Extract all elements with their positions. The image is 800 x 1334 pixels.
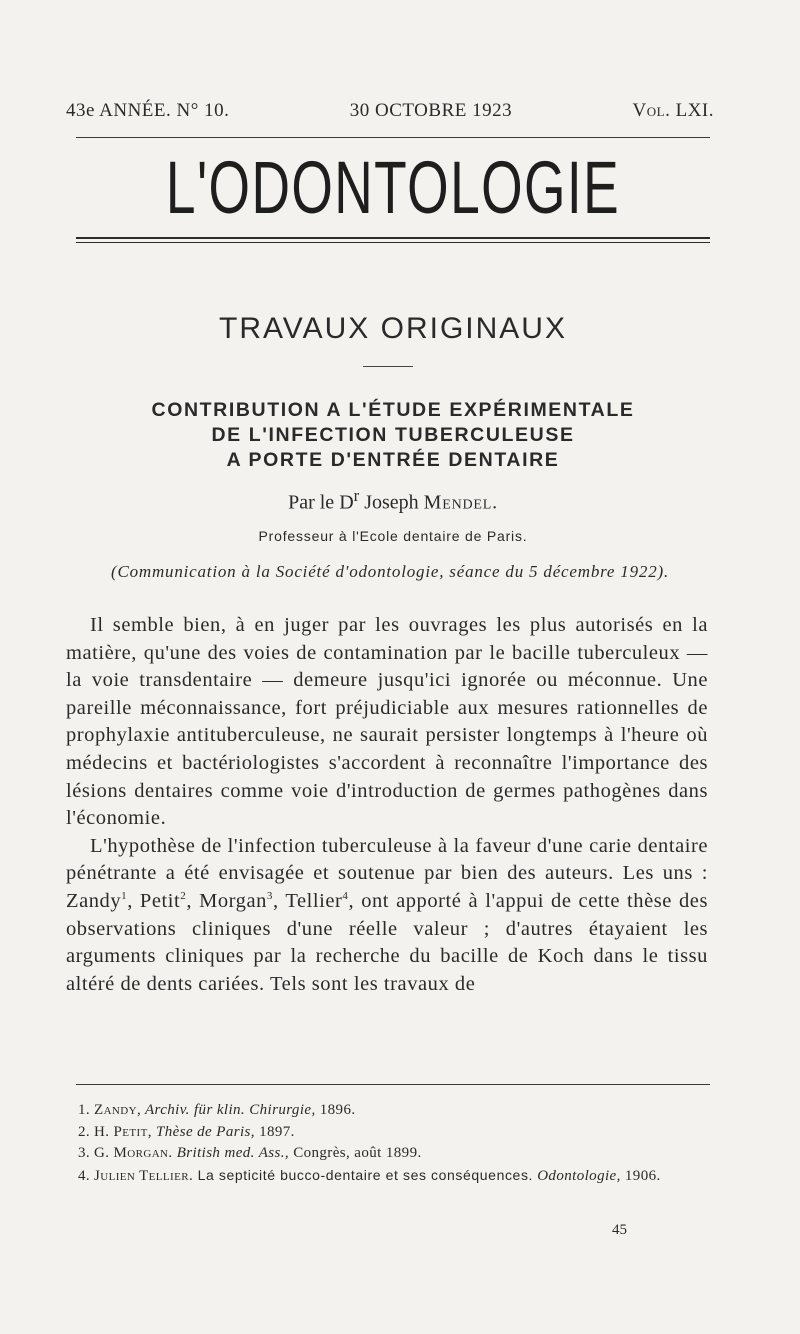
footnote-number: 1.	[78, 1102, 91, 1118]
footnote-title: Odontologie,	[533, 1167, 621, 1184]
footnote-3	[70, 1143, 710, 1165]
p2-text-d: , Tellier	[272, 889, 343, 912]
p2-text-c: , Morgan	[186, 889, 267, 912]
byline-prefix: Par le D	[288, 491, 354, 514]
footnote-rest: 1906.	[620, 1167, 661, 1184]
author-affiliation: Professeur à l'Ecole dentaire de Paris.	[258, 528, 528, 544]
footnote-description: La septicité bucco-dentaire et ses conséquences.	[193, 1166, 534, 1183]
footnote-ref-2: 2	[180, 890, 187, 903]
journal-header	[66, 100, 714, 122]
footnote-author: Julien Tellier.	[94, 1167, 194, 1184]
header-rule	[76, 137, 710, 138]
footnote-1	[70, 1100, 710, 1122]
article-title-line-2: DE L'INFECTION TUBERCULEUSE	[211, 424, 575, 446]
footnotes	[70, 1100, 710, 1187]
footnote-title: British med. Ass.,	[172, 1145, 290, 1161]
footnote-rest: 1896.	[315, 1102, 356, 1118]
paragraph-1: Il semble bien, à en juger par les ouvrages les plus autorisés en la matière, qu'une des voies de contamination par le bacille tuberculeux — la voie transdentaire — demeure jusqu'ici ignorée ou méconnue. Une pareille méconnaissance, fort préjudiciable aux mesures rationnelles de prophylaxie antituberculeuse, ne saurait persister longtemps à l'heure où médecins et bactériologistes s'accordent à reconnaître l'importance des lésions dentaires comme voie d'introduction de germes pathogènes dans l'économie.	[66, 614, 708, 830]
footnote-number: 4.	[78, 1167, 91, 1184]
volume-number: Vol. LXI.	[632, 100, 714, 121]
p2-text-b: , Petit	[127, 889, 181, 912]
communication-note: (Communication à la Société d'odontologie, séance du 5 décembre 1922).	[110, 562, 670, 581]
author-last-name: Mendel.	[423, 491, 498, 514]
masthead-rule-thick	[76, 237, 710, 239]
author-byline	[76, 486, 710, 515]
byline-sup: r	[353, 486, 360, 505]
footnote-4	[70, 1165, 710, 1188]
footnote-ref-3: 3	[266, 890, 273, 903]
footnote-rule	[76, 1084, 710, 1085]
section-divider	[363, 366, 413, 367]
paragraph-2	[66, 833, 708, 999]
footnote-title: Thèse de Paris,	[151, 1123, 255, 1140]
page-number: 45	[612, 1222, 627, 1238]
p2-text-a: L'hypothèse de l'infection tuberculeuse à la faveur d'une carie dentaire pénétrante a été envisagée et soutenue par bien des auteurs. Les uns : Zandy	[66, 834, 708, 912]
footnote-number: 3.	[78, 1145, 91, 1161]
p2-text-e: , ont apporté à l'appui de cette thèse des observations cliniques d'une réelle valeur ; d'autres étayaient les arguments cliniques par la recherche du bacille de Koch dans le tissu altéré de dents cariées. Tels sont les travaux de	[66, 889, 708, 995]
footnote-number: 2.	[78, 1123, 91, 1140]
footnote-title: Archiv. für klin. Chirurgie,	[141, 1102, 316, 1118]
article-title-line-1: CONTRIBUTION A L'ÉTUDE EXPÉRIMENTALE	[151, 399, 635, 421]
article-title-line-3: A PORTE D'ENTRÉE DENTAIRE	[226, 449, 560, 471]
article-body	[66, 612, 708, 998]
author-first-name: Joseph	[359, 491, 424, 514]
footnote-ref-1: 1	[121, 890, 128, 903]
masthead-rule-thin	[76, 242, 710, 243]
issue-date: 30 OCTOBRE 1923	[349, 100, 513, 121]
journal-masthead: L'ODONTOLOGIE	[165, 146, 621, 229]
issue-number: 43e ANNÉE. N° 10.	[66, 100, 230, 121]
footnote-ref-4: 4	[342, 890, 349, 903]
footnote-author: G. Morgan.	[94, 1145, 173, 1161]
footnote-rest: 1897.	[254, 1123, 295, 1140]
footnote-author: H. Petit,	[94, 1123, 152, 1140]
section-title: TRAVAUX ORIGINAUX	[219, 312, 567, 345]
footnote-2	[70, 1122, 710, 1144]
footnote-rest: Congrès, août 1899.	[289, 1145, 422, 1161]
footnote-author: Zandy,	[94, 1102, 142, 1118]
article-title	[76, 398, 710, 473]
